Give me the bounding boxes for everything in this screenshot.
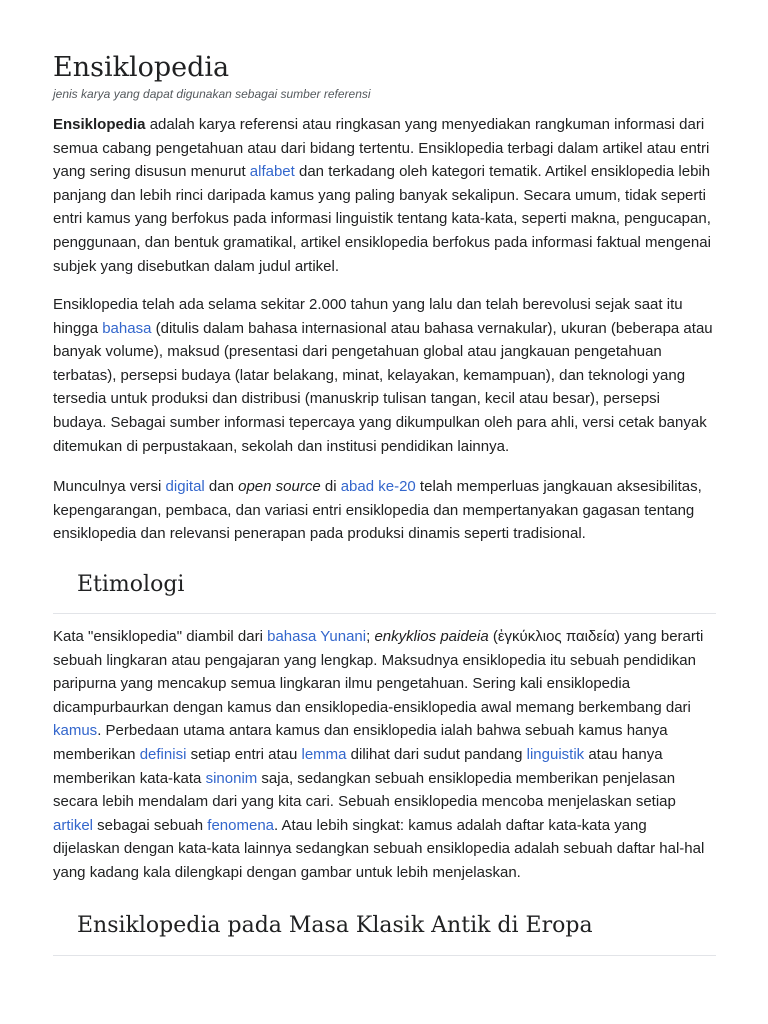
link-digital[interactable]: digital	[165, 478, 205, 495]
link-alfabet[interactable]: alfabet	[249, 163, 295, 181]
italic-open-source: open source	[238, 478, 321, 495]
text-run: ;	[366, 628, 375, 645]
intro-paragraph-1	[53, 113, 715, 278]
link-fenomena[interactable]: fenomena	[207, 816, 274, 834]
text-run: dan	[204, 478, 239, 495]
link-bahasa[interactable]: bahasa	[102, 319, 152, 337]
section-divider	[53, 955, 716, 956]
heading-etimologi: Etimologi	[77, 572, 185, 597]
text-run: (ditulis dalam bahasa internasional atau bahasa vernakular), ukuran (beberapa atau banyak volume), maksud (presentasi dari pengetahuan global atau jangkauan pengetahuan terbatas), persepsi budaya (latar belakang, minat, kelayakan, kemampuan), dan teknologi yang tersedia untuk produksi dan distribusi (manuskrip tulisan tangan, kecil atau besar), persepsi budaya. Sebagai sumber informasi tepercaya yang dikumpulkan oleh para ahli, versi cetak banyak ditemukan di perpustakaan, sekolah dan institusi pendidikan lainnya.	[53, 319, 713, 455]
text-run: adalah karya referensi atau ringkasan yang menyediakan rangkuman informasi dari semua cabang pengetahuan atau dari bidang tertentu. Ensiklopedia terbagi dalam artikel atau entri yang sering disusun menurut	[53, 116, 710, 181]
link-linguistik[interactable]: linguistik	[526, 745, 585, 763]
text-run: Munculnya versi	[53, 478, 166, 495]
intro-paragraph-3	[53, 475, 715, 546]
intro-paragraph-2	[53, 293, 715, 458]
page-subtitle: jenis karya yang dapat digunakan sebagai sumber referensi	[53, 87, 371, 101]
heading-klasik-antik: Ensiklopedia pada Masa Klasik Antik di Eropa	[77, 913, 593, 938]
text-run: . Perbedaan utama antara kamus dan ensiklopedia ialah bahwa sebuah kamus hanya memberikan	[53, 722, 668, 763]
link-bahasa-yunani[interactable]: bahasa Yunani	[267, 628, 367, 645]
text-run: telah memperluas jangkauan aksesibilitas, kepengarangan, pembaca, dan variasi entri ensiklopedia dan mempertanyakan gagasan tentang ensiklopedia dan relevansi penerapan pada produksi dinamis seperti tradisional.	[53, 478, 702, 543]
text-run: sebagai sebuah	[93, 816, 208, 834]
text-run: Kata "ensiklopedia" diambil dari	[53, 628, 268, 645]
text-run: (ἐγκύκλιος παιδεία) yang berarti sebuah lingkaran atau pengajaran yang lengkap. Maksudnya ensiklopedia itu sebuah pendidikan paripurna yang mencakup semua lingkaran ilmu pengetahuan. Sering kali ensiklopedia dicampurbaurkan dengan kamus dan ensiklopedia-ensiklopedia awal memang berkembang dari	[53, 628, 704, 716]
etimologi-paragraph	[53, 625, 715, 885]
text-run: setiap entri atau	[186, 745, 302, 763]
bold-term: Ensiklopedia	[53, 116, 146, 133]
link-abad-ke-20[interactable]: abad ke-20	[340, 478, 416, 495]
text-run: Ensiklopedia telah ada selama sekitar 2.000 tahun yang lalu dan telah berevolusi sejak saat itu hingga	[53, 296, 683, 337]
text-run: atau hanya memberikan kata-kata	[53, 745, 663, 787]
text-run: . Atau lebih singkat: kamus adalah daftar kata-kata yang dijelaskan dengan kata-kata lainnya sedangkan sebuah ensiklopedia adalah sebuah daftar hal-hal yang kadang kala dilengkapi dengan gambar untuk lebih menjelaskan.	[53, 816, 705, 881]
italic-enkyklios-paideia: enkyklios paideia	[374, 628, 489, 645]
text-run: dilihat dari sudut pandang	[346, 745, 527, 763]
link-sinonim[interactable]: sinonim	[205, 769, 258, 787]
page-title: Ensiklopedia	[53, 52, 230, 83]
link-lemma[interactable]: lemma	[301, 745, 347, 763]
section-divider	[53, 613, 716, 614]
text-run: di	[320, 478, 341, 495]
text-run: saja, sedangkan sebuah ensiklopedia memberikan penjelasan secara lebih mendalam dari yang kita cari. Sebuah ensiklopedia mencoba menjelaskan setiap	[53, 769, 676, 811]
link-kamus[interactable]: kamus	[53, 722, 98, 740]
link-artikel[interactable]: artikel	[53, 816, 94, 834]
text-run: dan terkadang oleh kategori tematik. Artikel ensiklopedia lebih panjang dan lebih rinci daripada kamus yang paling banyak sekalipun. Secara umum, tidak seperti entri kamus yang berfokus pada informasi linguistik tentang kata-kata, seperti makna, pengucapan, penggunaan, dan bentuk gramatikal, artikel ensiklopedia berfokus pada informasi faktual mengenai subjek yang disebutkan dalam judul artikel.	[53, 163, 711, 275]
link-definisi[interactable]: definisi	[139, 745, 187, 763]
